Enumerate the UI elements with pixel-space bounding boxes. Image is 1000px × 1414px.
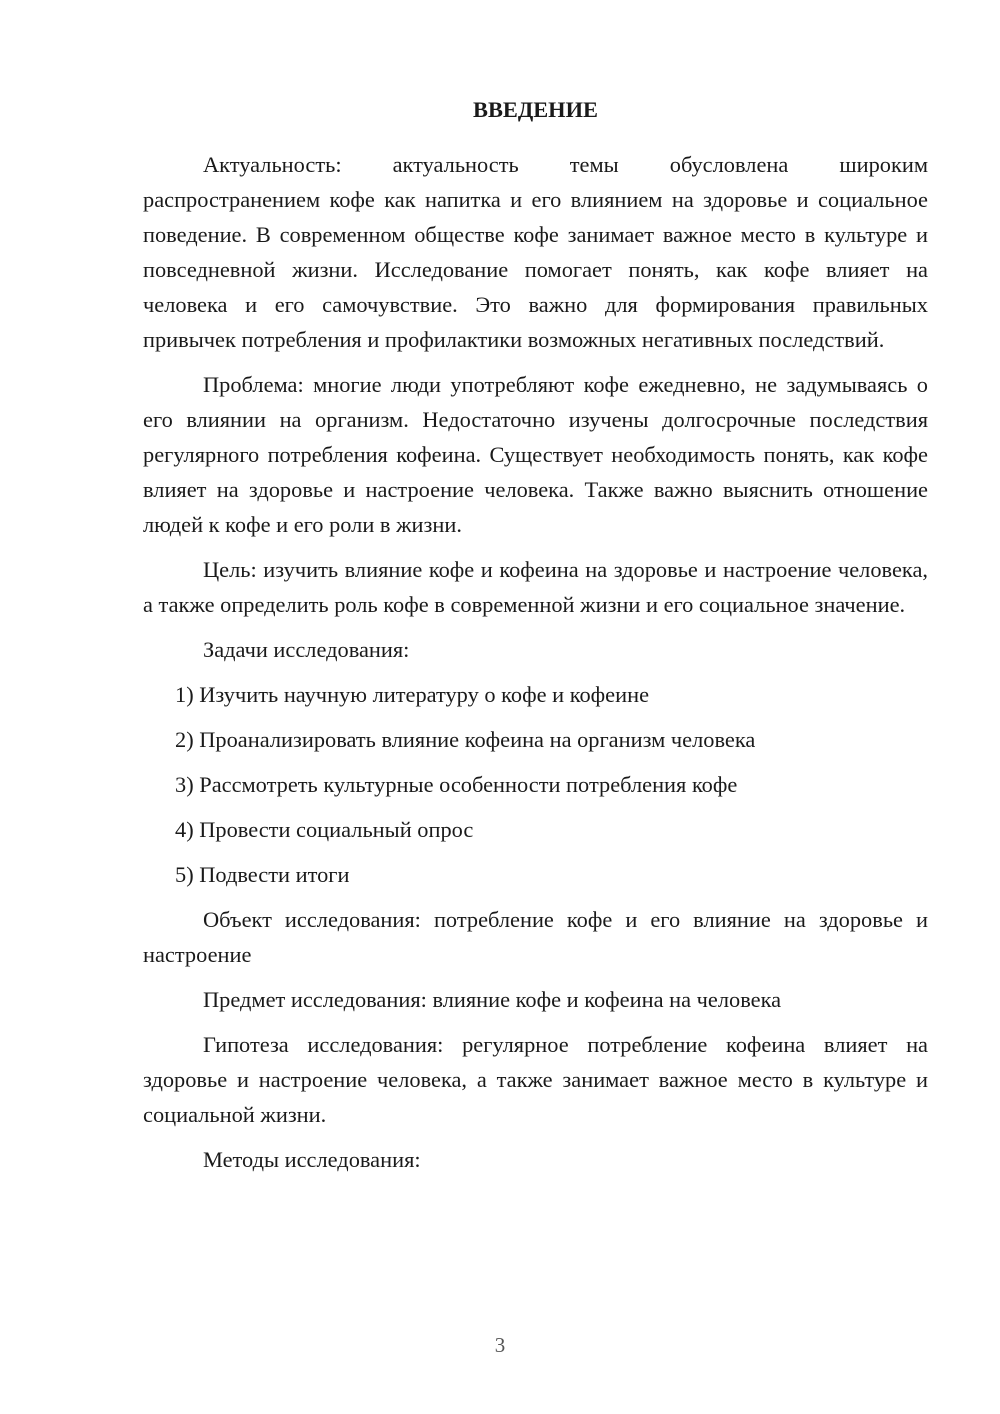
paragraph-goal: Цель: изучить влияние кофе и кофеина на здоровье и настроение человека, а также определить роль кофе в современной жизни и его социальное значение. [143, 557, 928, 617]
document-page [143, 92, 928, 1187]
paragraph-hypothesis: Гипотеза исследования: регулярное потребление кофеина влияет на здоровье и настроение человека, а также занимает важное место в культуре и социальной жизни. [143, 1032, 928, 1127]
list-item: 5) Подвести итоги [175, 862, 350, 887]
tasks-list [143, 677, 928, 892]
list-item: 1) Изучить научную литературу о кофе и кофеине [175, 682, 650, 707]
list-item: 4) Провести социальный опрос [175, 817, 474, 842]
section-title: ВВЕДЕНИЕ [473, 97, 598, 122]
paragraph-problem: Проблема: многие люди употребляют кофе ежедневно, не задумываясь о его влиянии на организм. Недостаточно изучены долгосрочные последствия регулярного потребления кофеина. Существует необходимость понять, как кофе влияет на здоровье и настроение человека. Также важно выяснить отношение людей к кофе и его роли в жизни. [143, 372, 928, 537]
list-item: 3) Рассмотреть культурные особенности потребления кофе [175, 772, 738, 797]
list-item: 2) Проанализировать влияние кофеина на организм человека [175, 727, 756, 752]
tasks-heading: Задачи исследования: [203, 637, 410, 662]
page-number: 3 [494, 1333, 506, 1357]
paragraph-subject: Предмет исследования: влияние кофе и кофеина на человека [203, 987, 782, 1012]
methods-heading: Методы исследования: [203, 1147, 421, 1172]
paragraph-relevance: Актуальность: актуальность темы обусловлена широким распространением кофе как напитка и его влиянием на здоровье и социальное поведение. В современном обществе кофе занимает важное место в культуре и повседневной жизни. Исследование помогает понять, как кофе влияет на человека и его самочувствие. Это важно для формирования правильных привычек потребления и профилактики возможных негативных последствий. [143, 152, 928, 352]
paragraph-object: Объект исследования: потребление кофе и его влияние на здоровье и настроение [143, 907, 928, 967]
